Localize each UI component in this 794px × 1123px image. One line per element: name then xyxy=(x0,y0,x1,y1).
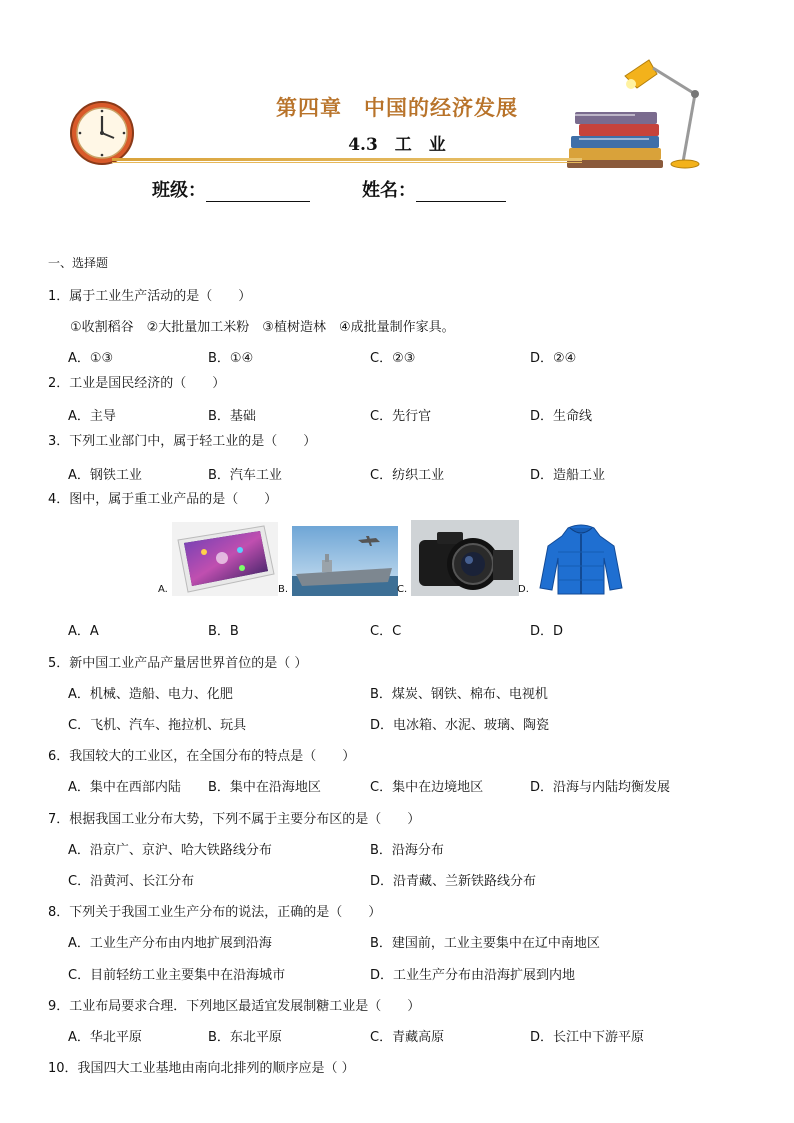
option-b[interactable]: B．集中在沿海地区 xyxy=(208,780,321,795)
option-b[interactable]: B．建国前，工业主要集中在辽中南地区 xyxy=(370,936,600,951)
option-c[interactable]: C．纺织工业 xyxy=(370,468,445,483)
option-a[interactable]: A．集中在西部内陆 xyxy=(68,780,181,795)
section-title: 一、选择题 xyxy=(48,256,109,270)
option-b[interactable]: B．沿海分布 xyxy=(370,843,444,858)
question-stem: 3．下列工业部门中，属于轻工业的是（ ） xyxy=(48,434,317,449)
option-c[interactable]: C．C xyxy=(370,624,402,639)
name-blank[interactable] xyxy=(416,183,506,202)
option-d[interactable]: D．②④ xyxy=(530,351,577,366)
class-blank[interactable] xyxy=(206,183,310,202)
camera-image xyxy=(411,520,519,596)
question-stem: 4．图中，属于重工业产品的是（ ） xyxy=(48,492,278,507)
name-field xyxy=(362,176,506,202)
option-d[interactable]: D．工业生产分布由沿海扩展到内地 xyxy=(370,968,576,983)
option-c[interactable]: C．目前轻纺工业主要集中在沿海城市 xyxy=(68,968,286,983)
option-b[interactable]: B．基础 xyxy=(208,409,256,424)
option-a[interactable]: A．机械、造船、电力、化肥 xyxy=(68,687,233,702)
question-stem: 5．新中国工业产品产量居世界首位的是（ ） xyxy=(48,656,308,671)
header-divider xyxy=(112,158,582,161)
question-stem: 9．工业布局要求合理．下列地区最适宜发展制糖工业是（ ） xyxy=(48,999,421,1014)
option-d[interactable]: D．电冰箱、水泥、玻璃、陶瓷 xyxy=(370,718,550,733)
option-d[interactable]: D．沿青藏、兰新铁路线分布 xyxy=(370,874,537,889)
option-c[interactable]: C．沿黄河、长江分布 xyxy=(68,874,195,889)
option-d[interactable]: D．沿海与内陆均衡发展 xyxy=(530,780,671,795)
aircraft-carrier-image xyxy=(292,526,398,596)
option-d[interactable]: D．生命线 xyxy=(530,409,593,424)
name-label: 姓名： xyxy=(362,180,416,201)
option-a[interactable]: A．华北平原 xyxy=(68,1030,142,1045)
question-stem: 8．下列关于我国工业生产分布的说法，正确的是（ ） xyxy=(48,905,382,920)
option-c[interactable]: C．青藏高原 xyxy=(370,1030,445,1045)
image-label-c: C. xyxy=(397,584,408,595)
jacket-image xyxy=(538,522,624,598)
question-extra: ①收割稻谷 ②大批量加工米粉 ③植树造林 ④成批量制作家具。 xyxy=(70,320,455,335)
option-d[interactable]: D．造船工业 xyxy=(530,468,606,483)
option-c[interactable]: C．飞机、汽车、拖拉机、玩具 xyxy=(68,718,247,733)
lesson-title: 4.3 工 业 xyxy=(348,135,446,155)
option-d[interactable]: D．长江中下游平原 xyxy=(530,1030,645,1045)
option-a[interactable]: A．A xyxy=(68,624,99,639)
chapter-title: 第四章 中国的经济发展 xyxy=(276,96,518,120)
option-b[interactable]: B．①④ xyxy=(208,351,254,366)
class-field xyxy=(152,176,310,202)
option-a[interactable]: A．工业生产分布由内地扩展到沿海 xyxy=(68,936,272,951)
option-c[interactable]: C．集中在边境地区 xyxy=(370,780,484,795)
image-label-b: B. xyxy=(278,584,289,595)
image-label-a: A. xyxy=(158,584,168,595)
option-d[interactable]: D．D xyxy=(530,624,564,639)
question-stem: 2．工业是国民经济的（ ） xyxy=(48,376,226,391)
option-c[interactable]: C．②③ xyxy=(370,351,416,366)
option-b[interactable]: B．汽车工业 xyxy=(208,468,282,483)
option-a[interactable]: A．①③ xyxy=(68,351,114,366)
option-b[interactable]: B．东北平原 xyxy=(208,1030,282,1045)
tablet-image xyxy=(172,522,278,596)
question-stem: 6．我国较大的工业区，在全国分布的特点是（ ） xyxy=(48,749,356,764)
header-divider-thin xyxy=(112,162,582,163)
option-a[interactable]: A．主导 xyxy=(68,409,116,424)
question-stem: 1．属于工业生产活动的是（ ） xyxy=(48,289,252,304)
option-a[interactable]: A．钢铁工业 xyxy=(68,468,142,483)
question-stem: 7．根据我国工业分布大势，下列不属于主要分布区的是（ ） xyxy=(48,812,421,827)
option-b[interactable]: B．B xyxy=(208,624,239,639)
option-b[interactable]: B．煤炭、钢铁、棉布、电视机 xyxy=(370,687,548,702)
image-label-d: D. xyxy=(518,584,529,595)
option-a[interactable]: A．沿京广、京沪、哈大铁路线分布 xyxy=(68,843,272,858)
option-c[interactable]: C．先行官 xyxy=(370,409,432,424)
question-stem: 10．我国四大工业基地由南向北排列的顺序应是（ ） xyxy=(48,1061,355,1076)
class-label: 班级： xyxy=(152,180,206,201)
